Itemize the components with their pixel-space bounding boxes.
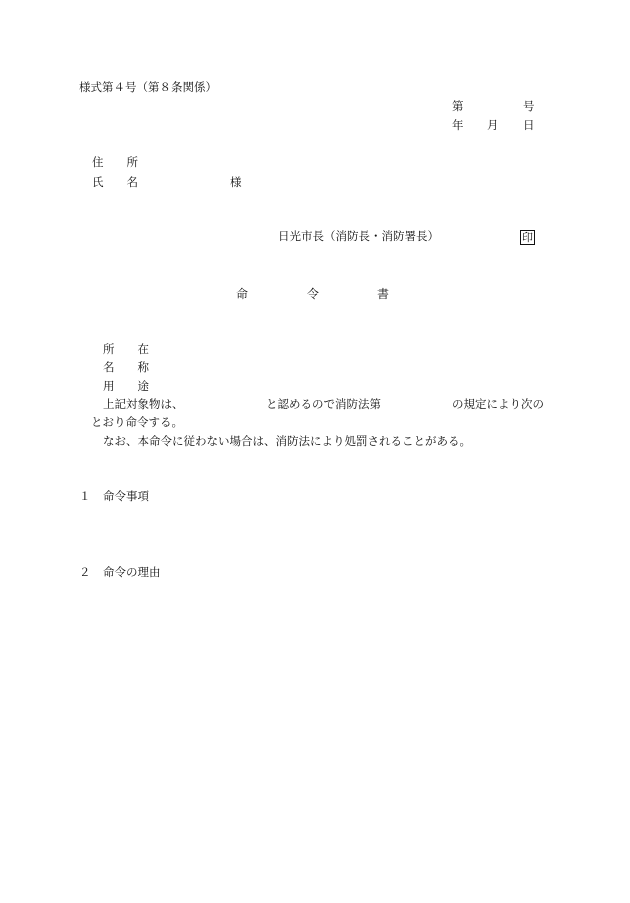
title-char-1: 命	[236, 287, 249, 301]
object-use-label: 用 途	[103, 379, 149, 393]
date-month-label: 月	[487, 118, 499, 132]
recipient-honorific: 様	[230, 175, 242, 189]
ref-number-suffix: 号	[523, 99, 535, 113]
sender-title: 日光市長（消防長・消防署長）	[278, 229, 439, 243]
body-line3: なお、本命令に従わない場合は、消防法により処罰されることがある。	[103, 434, 471, 448]
body-line1-part-c: の規定により次の	[452, 397, 544, 411]
title-char-3: 書	[377, 287, 390, 301]
date-day-label: 日	[523, 118, 535, 132]
body-line1-part-a: 上記対象物は、	[103, 397, 184, 411]
section-2-number: ２	[79, 565, 91, 579]
recipient-address-label: 住 所	[92, 155, 138, 169]
body-line2: とおり命令する。	[91, 415, 183, 429]
section-1-title: 命令事項	[103, 489, 149, 503]
title-char-2: 令	[307, 287, 320, 301]
form-label: 様式第４号（第８条関係）	[79, 80, 217, 94]
object-location-label: 所 在	[103, 342, 149, 356]
section-1-number: １	[79, 489, 91, 503]
date-year-label: 年	[452, 118, 464, 132]
object-name-label: 名 称	[103, 360, 149, 374]
seal-stamp: 印	[522, 231, 533, 244]
section-2-title: 命令の理由	[103, 565, 161, 579]
ref-number-prefix: 第	[452, 99, 464, 113]
body-line1-part-b: と認めるので消防法第	[266, 397, 381, 411]
recipient-name-label: 氏 名	[92, 175, 138, 189]
